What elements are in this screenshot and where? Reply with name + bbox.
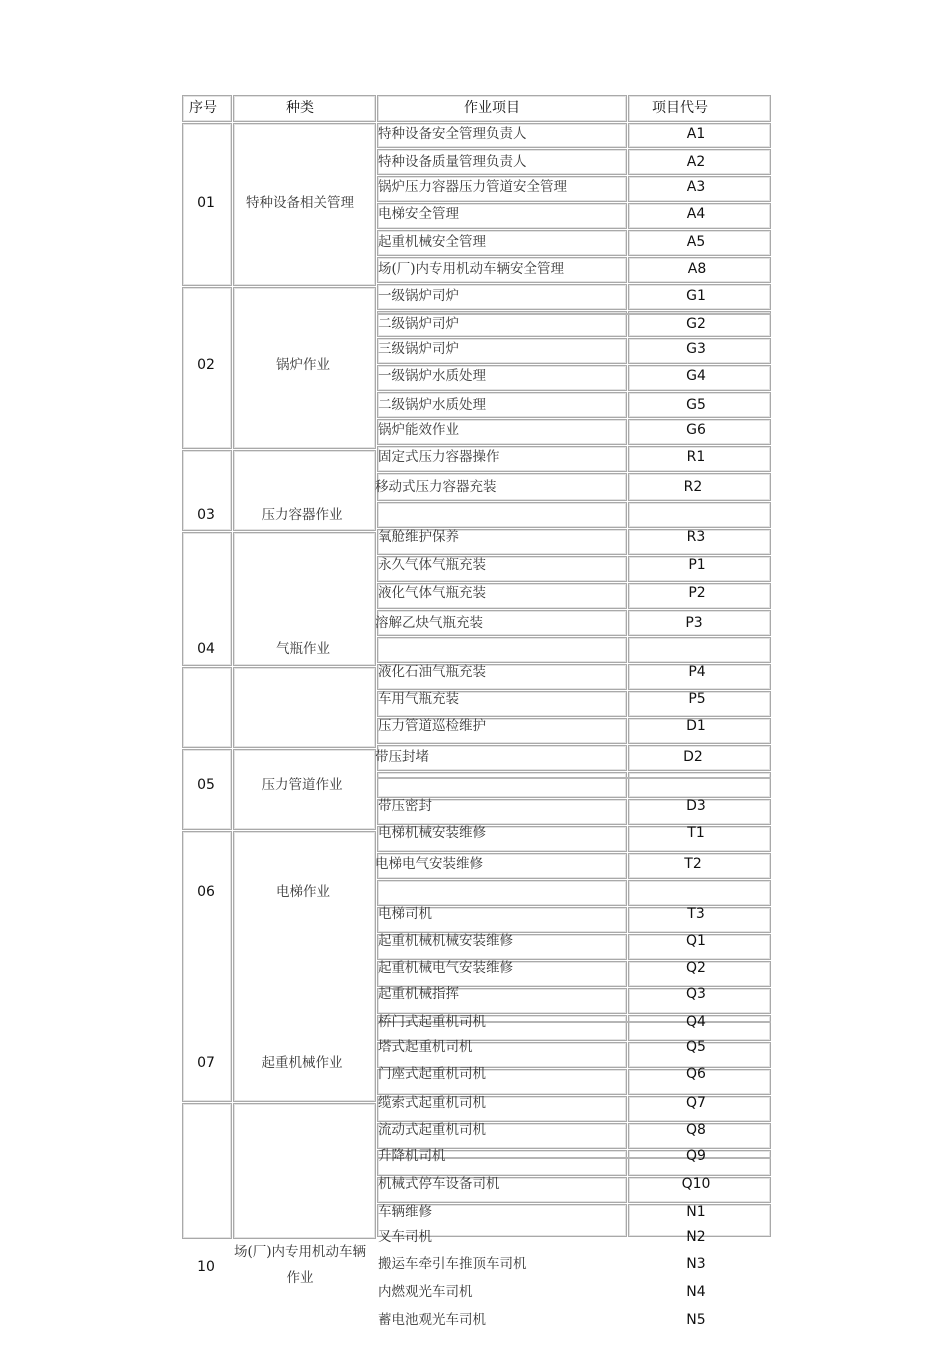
row-code: R3 bbox=[686, 529, 706, 545]
header-item: 作业项目 bbox=[464, 100, 520, 116]
row-item: 车用气瓶充装 bbox=[378, 691, 459, 707]
row-item: 溶解乙炔气瓶充装 bbox=[375, 615, 483, 631]
row-code: N3 bbox=[686, 1256, 706, 1272]
row-item: 缆索式起重机司机 bbox=[378, 1095, 486, 1111]
row-code: P4 bbox=[688, 664, 706, 680]
row-item: 特种设备质量管理负责人 bbox=[378, 154, 527, 170]
row-item: 带压密封 bbox=[378, 798, 432, 814]
row-code: Q7 bbox=[686, 1095, 706, 1111]
row-code: A4 bbox=[686, 206, 706, 222]
row-item: 压力管道巡检维护 bbox=[378, 718, 486, 734]
group-seq: 10 bbox=[197, 1259, 215, 1275]
group-seq: 05 bbox=[197, 777, 215, 793]
row-code: R2 bbox=[683, 479, 703, 495]
item-cell bbox=[377, 880, 627, 906]
row-code: Q6 bbox=[686, 1066, 706, 1082]
row-item: 一级锅炉水质处理 bbox=[378, 368, 486, 384]
group-category: 锅炉作业 bbox=[276, 357, 330, 373]
group-seq: 03 bbox=[197, 507, 215, 523]
row-code: G2 bbox=[686, 316, 706, 332]
row-item: 流动式起重机司机 bbox=[378, 1122, 486, 1138]
row-code: G6 bbox=[686, 422, 706, 438]
row-item: 塔式起重机司机 bbox=[378, 1039, 473, 1055]
group-category: 特种设备相关管理 bbox=[246, 195, 354, 211]
group-category: 气瓶作业 bbox=[276, 641, 330, 657]
row-item: 固定式压力容器操作 bbox=[378, 449, 500, 465]
row-code: G5 bbox=[686, 397, 706, 413]
group-category: 电梯作业 bbox=[276, 884, 330, 900]
header-seq: 序号 bbox=[189, 100, 217, 116]
row-code: Q5 bbox=[686, 1039, 706, 1055]
row-item: 车辆维修 bbox=[378, 1204, 432, 1220]
row-item: 蓄电池观光车司机 bbox=[378, 1312, 486, 1328]
group-category: 场(厂)内专用机动车辆作业 bbox=[233, 1244, 367, 1286]
code-cell bbox=[628, 502, 771, 528]
row-item: 永久气体气瓶充装 bbox=[378, 557, 486, 573]
group-seq: 02 bbox=[197, 357, 215, 373]
row-code: Q8 bbox=[686, 1122, 706, 1138]
group-category: 压力管道作业 bbox=[261, 777, 343, 793]
row-code: G3 bbox=[686, 341, 706, 357]
row-item: 桥门式起重机司机 bbox=[378, 1014, 486, 1030]
row-code: Q4 bbox=[686, 1014, 706, 1030]
code-cell bbox=[628, 772, 771, 798]
group-seq: 04 bbox=[197, 641, 215, 657]
row-item: 电梯机械安装维修 bbox=[378, 825, 486, 841]
row-item: 叉车司机 bbox=[378, 1229, 432, 1245]
code-cell bbox=[628, 637, 771, 663]
group-category: 起重机械作业 bbox=[261, 1055, 343, 1071]
row-item: 二级锅炉司炉 bbox=[378, 316, 459, 332]
row-item: 带压封堵 bbox=[375, 749, 429, 765]
row-code: P1 bbox=[688, 557, 706, 573]
row-item: 内燃观光车司机 bbox=[378, 1284, 473, 1300]
seq-cell bbox=[182, 1103, 232, 1239]
row-item: 升降机司机 bbox=[378, 1148, 446, 1164]
row-item: 机械式停车设备司机 bbox=[378, 1176, 500, 1192]
row-item: 三级锅炉司炉 bbox=[378, 341, 459, 357]
row-code: T2 bbox=[684, 856, 702, 872]
row-item: 锅炉能效作业 bbox=[378, 422, 459, 438]
group-seq: 06 bbox=[197, 884, 215, 900]
row-divider bbox=[377, 777, 771, 779]
row-item: 起重机械机械安装维修 bbox=[378, 933, 513, 949]
row-code: T1 bbox=[687, 825, 705, 841]
row-divider bbox=[377, 313, 771, 315]
row-code: Q2 bbox=[686, 960, 706, 976]
row-item: 氧舱维护保养 bbox=[378, 529, 459, 545]
item-cell bbox=[377, 637, 627, 663]
row-code: N2 bbox=[686, 1229, 706, 1245]
row-code: D1 bbox=[686, 718, 706, 734]
row-code: Q10 bbox=[681, 1176, 711, 1192]
seq-cell bbox=[182, 667, 232, 748]
row-item: 液化气体气瓶充装 bbox=[378, 585, 486, 601]
row-code: A2 bbox=[686, 154, 706, 170]
row-code: R1 bbox=[686, 449, 706, 465]
category-cell bbox=[233, 1103, 376, 1239]
row-item: 场(厂)内专用机动车辆安全管理 bbox=[378, 261, 565, 277]
row-code: P2 bbox=[688, 585, 706, 601]
row-item: 起重机械电气安装维修 bbox=[378, 960, 513, 976]
row-code: N4 bbox=[686, 1284, 706, 1300]
header-category: 种类 bbox=[286, 100, 314, 116]
row-item: 电梯司机 bbox=[378, 906, 432, 922]
group-seq: 07 bbox=[197, 1055, 215, 1071]
row-item: 锅炉压力容器压力管道安全管理 bbox=[378, 179, 567, 195]
item-cell bbox=[377, 772, 627, 798]
row-item: 特种设备安全管理负责人 bbox=[378, 126, 527, 142]
row-code: A1 bbox=[686, 126, 706, 142]
row-code: A8 bbox=[687, 261, 707, 277]
row-item: 搬运车牵引车推顶车司机 bbox=[378, 1256, 527, 1272]
row-item: 起重机械安全管理 bbox=[378, 234, 486, 250]
row-code: D2 bbox=[683, 749, 703, 765]
row-code: Q1 bbox=[686, 933, 706, 949]
row-item: 电梯安全管理 bbox=[378, 206, 459, 222]
row-item: 起重机械指挥 bbox=[378, 986, 459, 1002]
row-item: 电梯电气安装维修 bbox=[375, 856, 483, 872]
row-code: Q3 bbox=[686, 986, 706, 1002]
item-cell bbox=[377, 502, 627, 528]
group-category: 压力容器作业 bbox=[261, 507, 343, 523]
header-code: 项目代号 bbox=[652, 100, 708, 116]
row-code: T3 bbox=[687, 906, 705, 922]
row-code: A3 bbox=[686, 179, 706, 195]
row-code: N5 bbox=[686, 1312, 706, 1328]
row-item: 门座式起重机司机 bbox=[378, 1066, 486, 1082]
category-cell bbox=[233, 667, 376, 748]
row-code: P3 bbox=[685, 615, 703, 631]
group-seq: 01 bbox=[197, 195, 215, 211]
row-item: 二级锅炉水质处理 bbox=[378, 397, 486, 413]
row-code: N1 bbox=[686, 1204, 706, 1220]
row-code: Q9 bbox=[686, 1148, 706, 1164]
row-code: G1 bbox=[686, 288, 706, 304]
row-code: A5 bbox=[686, 234, 706, 250]
row-item: 移动式压力容器充装 bbox=[375, 479, 497, 495]
row-item: 液化石油气瓶充装 bbox=[378, 664, 486, 680]
row-code: D3 bbox=[686, 798, 706, 814]
row-code: G4 bbox=[686, 368, 706, 384]
row-code: P5 bbox=[688, 691, 706, 707]
code-cell bbox=[628, 880, 771, 906]
row-item: 一级锅炉司炉 bbox=[378, 288, 459, 304]
